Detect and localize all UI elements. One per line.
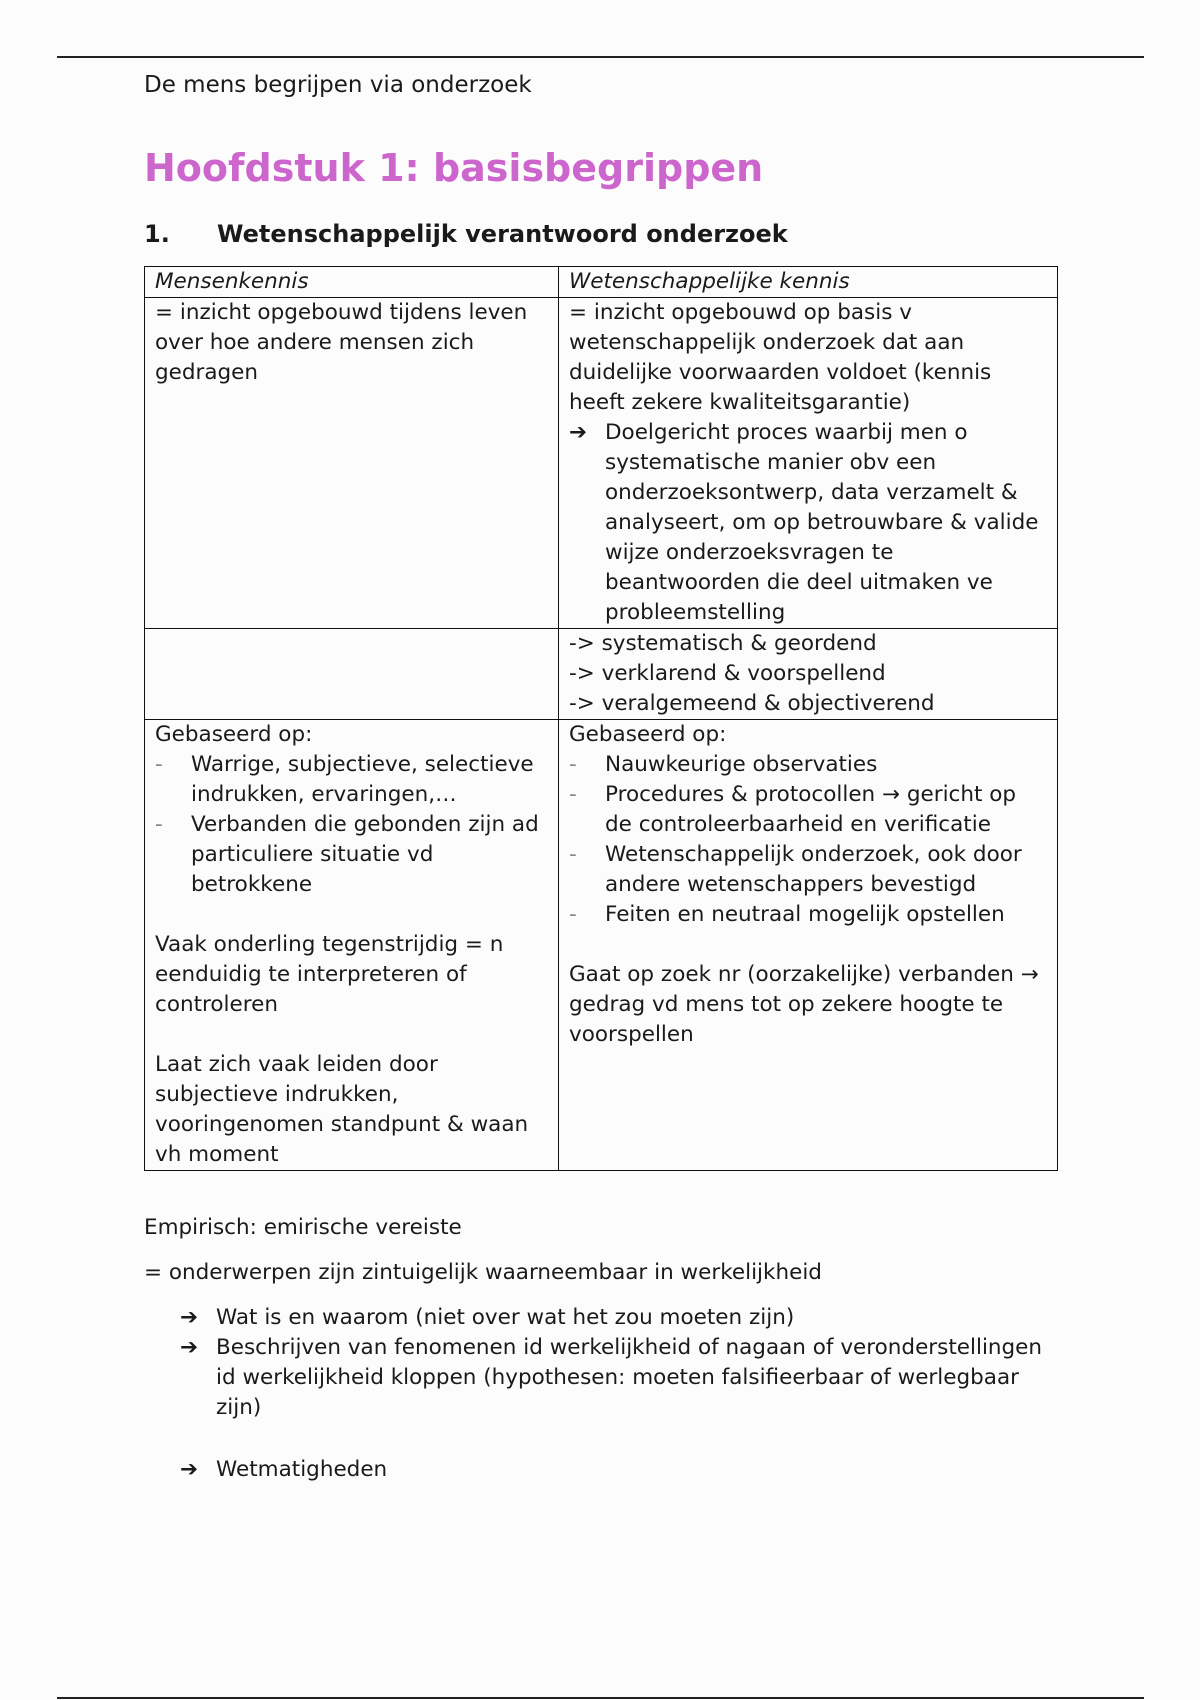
col-header-mensenkennis: Mensenkennis xyxy=(145,267,559,298)
bullet-text: Nauwkeurige observaties xyxy=(605,752,878,777)
row3-right-intro: Gebaseerd op: xyxy=(569,722,727,747)
dash-bullet-icon: - xyxy=(569,782,577,807)
arrow-bullet-icon: ➔ xyxy=(180,1305,199,1330)
empirisch-arrow-list xyxy=(144,1303,1064,1423)
bottom-rule xyxy=(57,1697,1144,1699)
row3-left-intro: Gebaseerd op: xyxy=(155,722,313,747)
list-item xyxy=(155,810,548,900)
section-number: 1. xyxy=(144,220,170,248)
row1-right-text: = inzicht opgebouwd op basis v wetenschappelijk onderzoek dat aan duidelijke voorwaarden voldoet (kennis heeft zekere kwaliteitsgarantie) xyxy=(569,300,992,415)
arrow-text: Beschrijven van fenomenen id werkelijkheid of nagaan of veronderstellingen id werkelijkheid kloppen (hypothesen: moeten falsifieerbaar of werlegbaar zijn) xyxy=(216,1335,1043,1420)
list-item xyxy=(180,1455,1064,1485)
bullet-text: Verbanden die gebonden zijn ad particuliere situatie vd betrokkene xyxy=(191,812,539,897)
row1-left-cell xyxy=(145,298,559,629)
list-item xyxy=(155,750,548,810)
chapter-title: Hoofdstuk 1: basisbegrippen xyxy=(144,146,764,190)
top-rule xyxy=(57,56,1144,58)
bullet-text: Warrige, subjectieve, selectieve indrukken, ervaringen,… xyxy=(191,752,534,807)
document-header: De mens begrijpen via onderzoek xyxy=(144,72,532,98)
row2-right-cell xyxy=(559,629,1058,720)
list-item xyxy=(180,1333,1064,1423)
comparison-table xyxy=(144,266,1058,1171)
row1-right-cell xyxy=(559,298,1058,629)
row3-left-bullets xyxy=(155,750,548,900)
dash-bullet-icon: - xyxy=(569,752,577,777)
row2-line-3: -> veralgemeend & objectiverend xyxy=(569,691,935,716)
section-heading xyxy=(144,218,1064,250)
empirisch-definition: = onderwerpen zijn zintuigelijk waarneembaar in werkelijkheid xyxy=(144,1260,822,1285)
row3-left-cell xyxy=(145,720,559,1171)
row3-left-para2: Laat zich vaak leiden door subjectieve indrukken, vooringenomen standpunt & waan vh moment xyxy=(155,1052,529,1167)
empirisch-section xyxy=(144,1213,1064,1485)
arrow-bullet-icon: ➔ xyxy=(180,1335,199,1360)
section-title: Wetenschappelijk verantwoord onderzoek xyxy=(217,220,788,248)
dash-bullet-icon: - xyxy=(569,842,577,867)
arrow-bullet-icon: ➔ xyxy=(569,420,588,445)
empirisch-last-arrow-list xyxy=(144,1455,1064,1485)
arrow-text: Wat is en waarom (niet over wat het zou moeten zijn) xyxy=(216,1305,795,1330)
row3-left-para1: Vaak onderling tegenstrijdig = n eenduidig te interpreteren of controleren xyxy=(155,932,504,1017)
dash-bullet-icon: - xyxy=(155,752,163,777)
dash-bullet-icon: - xyxy=(155,812,163,837)
col-header-wetenschappelijke-kennis: Wetenschappelijke kennis xyxy=(559,267,1058,298)
row1-arrow-text: Doelgericht proces waarbij men o systematische manier obv een onderzoeksontwerp, data verzamelt & analyseert, om op betrouwbare & valide wijze onderzoeksvragen te beantwoorden die deel uitmaken ve probleemstelling xyxy=(605,420,1039,625)
list-item xyxy=(569,900,1047,930)
row2-line-1: -> systematisch & geordend xyxy=(569,631,877,656)
table-row xyxy=(145,298,1058,629)
row1-left-text: = inzicht opgebouwd tijdens leven over hoe andere mensen zich gedragen xyxy=(155,300,528,385)
bullet-text: Wetenschappelijk onderzoek, ook door andere wetenschappers bevestigd xyxy=(605,842,1022,897)
empirisch-title: Empirisch: emirische vereiste xyxy=(144,1215,462,1240)
row1-arrow-list xyxy=(569,418,1047,628)
list-item xyxy=(180,1303,1064,1333)
bullet-text: Feiten en neutraal mogelijk opstellen xyxy=(605,902,1005,927)
dash-bullet-icon: - xyxy=(569,902,577,927)
list-item xyxy=(569,840,1047,900)
list-item xyxy=(569,780,1047,840)
table-row xyxy=(145,629,1058,720)
arrow-text: Wetmatigheden xyxy=(216,1457,388,1482)
page-content xyxy=(144,68,1064,1485)
row3-right-para: Gaat op zoek nr (oorzakelijke) verbanden → gedrag vd mens tot op zekere hoogte te voorspellen xyxy=(569,962,1039,1047)
list-item xyxy=(569,750,1047,780)
row2-line-2: -> verklarend & voorspellend xyxy=(569,661,886,686)
table-header-row xyxy=(145,267,1058,298)
row2-left-cell xyxy=(145,629,559,720)
list-item xyxy=(569,418,1047,628)
row3-right-cell xyxy=(559,720,1058,1171)
row3-right-bullets xyxy=(569,750,1047,930)
table-row xyxy=(145,720,1058,1171)
arrow-bullet-icon: ➔ xyxy=(180,1457,199,1482)
bullet-text: Procedures & protocollen → gericht op de controleerbaarheid en verificatie xyxy=(605,782,1017,837)
